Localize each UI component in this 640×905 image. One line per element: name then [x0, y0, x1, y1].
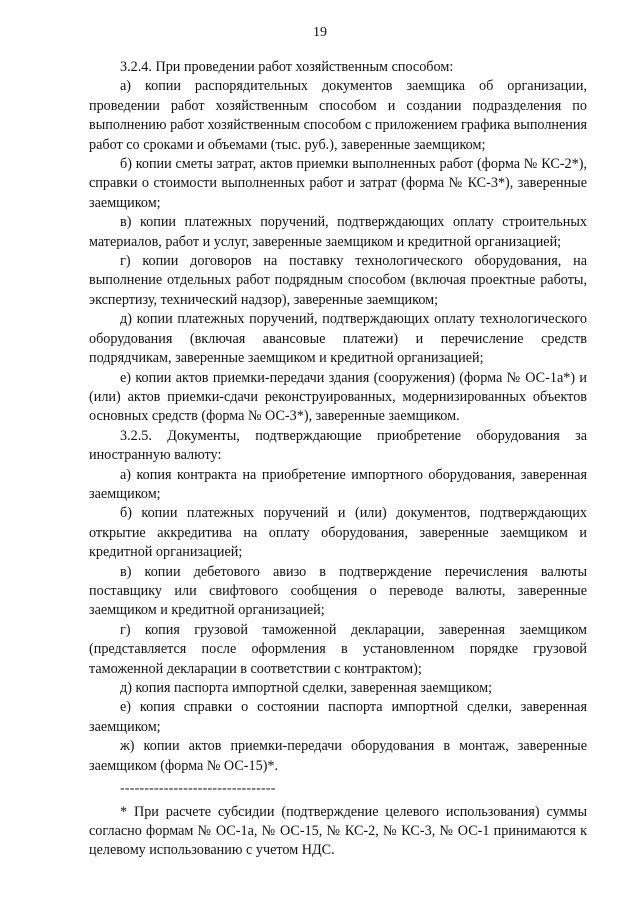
item-g-supply-contracts: г) копии договоров на поставку технологического оборудования, на выполнение отдельных работ подрядным способом (включая проектные работы, экспертизу, технический надзор), заверенные заемщиком;	[89, 253, 587, 308]
footnote: * При расчете субсидии (подтверждение целевого использования) суммы согласно формам № ОС-1а, № ОС-15, № КС-2, № КС-3, № ОС-1 принимаются к целевому использованию с учетом НДС.	[89, 804, 587, 859]
item-d-deal-passport: д) копия паспорта импортной сделки, заверенная заемщиком;	[120, 680, 493, 696]
item-e-passport-status: е) копия справки о состоянии паспорта импортной сделки, заверенная заемщиком;	[89, 699, 587, 735]
item-v-payment-orders: в) копии платежных поручений, подтверждающих оплату строительных материалов, работ и услуг, заверенные заемщиком и кредитной организацией;	[89, 214, 587, 250]
item-b-letter-of-credit: б) копии платежных поручений и (или) документов, подтверждающих открытие аккредитива на оплату оборудования, заверенные заемщиком и кредитной организацией;	[89, 505, 587, 561]
page-number: 19	[313, 25, 327, 40]
item-zh-installation-acts: ж) копии актов приемки-передачи оборудования в монтаж, заверенные заемщиком (форма № ОС-15)*.	[89, 738, 587, 774]
item-v-debit-advice: в) копии дебетового авизо в подтверждение перечисления валюты поставщику или свифтового сообщения о переводе валюты, заверенные заемщиком и кредитной организацией;	[89, 563, 587, 619]
item-a-import-contract: а) копия контракта на приобретение импортного оборудования, заверенная заемщиком;	[89, 466, 587, 502]
section-3-2-5-heading: 3.2.5. Документы, подтверждающие приобретение оборудования за иностранную валюту:	[89, 427, 587, 464]
item-d-equipment-payments: д) копии платежных поручений, подтверждающих оплату технологического оборудования (включая авансовые платежи) и перечисление средств подрядчикам, заверенные заемщиком и кредитной организацией;	[89, 311, 587, 367]
item-g-customs-declaration: г) копия грузовой таможенной декларации, заверенная заемщиком (представляется после оформления в установленном порядке грузовой таможенной декларации в соответствии с контрактом);	[89, 621, 587, 677]
document-body	[89, 58, 587, 861]
item-b-estimates: б) копии сметы затрат, актов приемки выполненных работ (форма № КС-2*), справки о стоимости выполненных работ и затрат (форма № КС-3*), заверенные заемщиком;	[89, 156, 587, 211]
footnote-separator: --------------------------------	[120, 781, 276, 797]
section-3-2-4-heading: 3.2.4. При проведении работ хозяйственным способом:	[120, 59, 454, 75]
item-e-acceptance-acts: е) копии актов приемки-передачи здания (сооружения) (форма № ОС-1а*) и (или) актов приемки-сдачи реконструированных, модернизированных объектов основных средств (форма № ОС-3*), заверенные заемщиком.	[89, 369, 587, 425]
item-a-orders: а) копии распорядительных документов заемщика об организации, проведении работ хозяйственным способом и создании подразделения по выполнению работ хозяйственным способом с приложением графика выполнения работ со сроками и объемами (тыс. руб.), заверенные заемщиком;	[89, 78, 587, 153]
